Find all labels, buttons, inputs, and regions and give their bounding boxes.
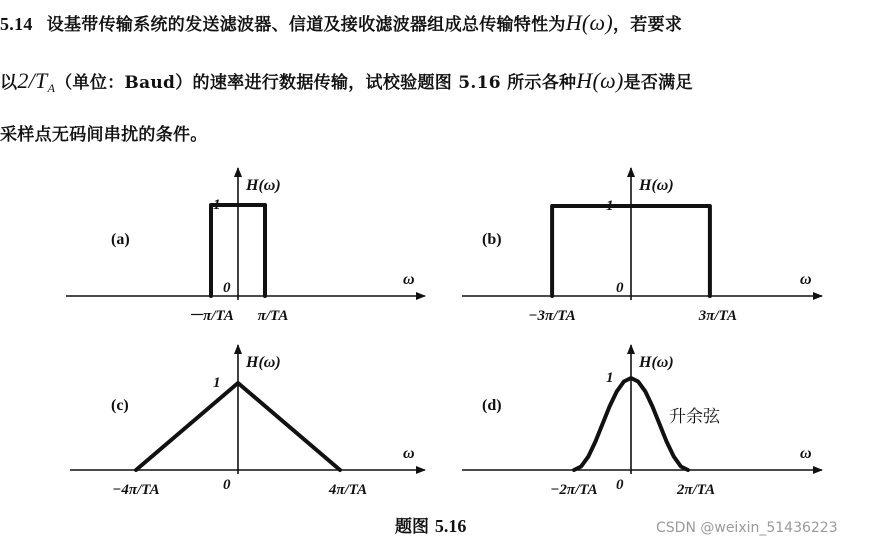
figure-caption-prefix: 题图 — [395, 517, 429, 537]
x-tick-pos-c: 4π/TA — [328, 482, 368, 498]
x-tick-neg-d: −2π/TA — [550, 482, 598, 498]
x-tick-neg-c: −4π/TA — [112, 482, 160, 498]
rate-T: T — [35, 68, 48, 93]
origin-label-c: 0 — [223, 477, 231, 493]
x-axis-label-c: ω — [403, 445, 415, 462]
panel-label-c: (c) — [111, 397, 129, 414]
y-tick-1-c: 1 — [213, 375, 221, 391]
origin-label-d: 0 — [616, 477, 624, 493]
y-axis-label-c: H(ω) — [246, 354, 281, 371]
x-axis-label-a: ω — [403, 271, 415, 288]
x-axis-label-b: ω — [800, 271, 812, 288]
y-tick-1-a: 1 — [213, 197, 221, 213]
h-omega-symbol: H(ω) — [565, 10, 613, 35]
rate-subscript: A — [47, 81, 56, 95]
origin-label-a: 0 — [223, 280, 231, 296]
panel-label-a: (a) — [111, 231, 130, 248]
x-tick-pos-a: π/TA — [257, 308, 289, 324]
problem-line1-text: 设基带传输系统的发送滤波器、信道及接收滤波器组成总传输特性为 — [46, 15, 566, 35]
figure-panels — [66, 168, 822, 498]
problem-line2-text: （单位：Baud）的速率进行数据传输，试校验题图 5.16 所示各种 — [55, 73, 577, 93]
problem-line2-end: 是否满足 — [623, 73, 693, 93]
figure-caption — [395, 512, 466, 537]
figure-caption-number: 5.16 — [434, 516, 467, 536]
x-tick-pos-d: 2π/TA — [676, 482, 716, 498]
x-tick-neg-a: －π/TA — [188, 308, 234, 324]
problem-line3-text: 采样点无码间串扰的条件。 — [0, 125, 208, 145]
y-axis-label-a: H(ω) — [246, 177, 281, 194]
y-tick-1-d: 1 — [606, 370, 614, 386]
panel-label-b: (b) — [482, 231, 502, 248]
origin-label-b: 0 — [616, 280, 624, 296]
x-axis-label-d: ω — [800, 445, 812, 462]
problem-number: 5.14 — [0, 14, 33, 34]
problem-line2-prefix: 以 — [0, 73, 18, 93]
x-tick-pos-b: 3π/TA — [698, 308, 738, 324]
problem-line1-end: ，若要求 — [612, 15, 683, 35]
annotation-d: 升余弦 — [669, 407, 720, 427]
y-tick-1-b: 1 — [606, 198, 614, 214]
rate-numerator: 2/ — [17, 68, 36, 93]
y-axis-label-d: H(ω) — [639, 354, 674, 371]
panel-label-d: (d) — [482, 397, 502, 414]
y-axis-label-b: H(ω) — [639, 177, 674, 194]
watermark: CSDN @weixin_51436223 — [656, 520, 838, 536]
x-tick-neg-b: −3π/TA — [528, 308, 576, 324]
h-omega-symbol-2: H(ω) — [576, 68, 624, 93]
